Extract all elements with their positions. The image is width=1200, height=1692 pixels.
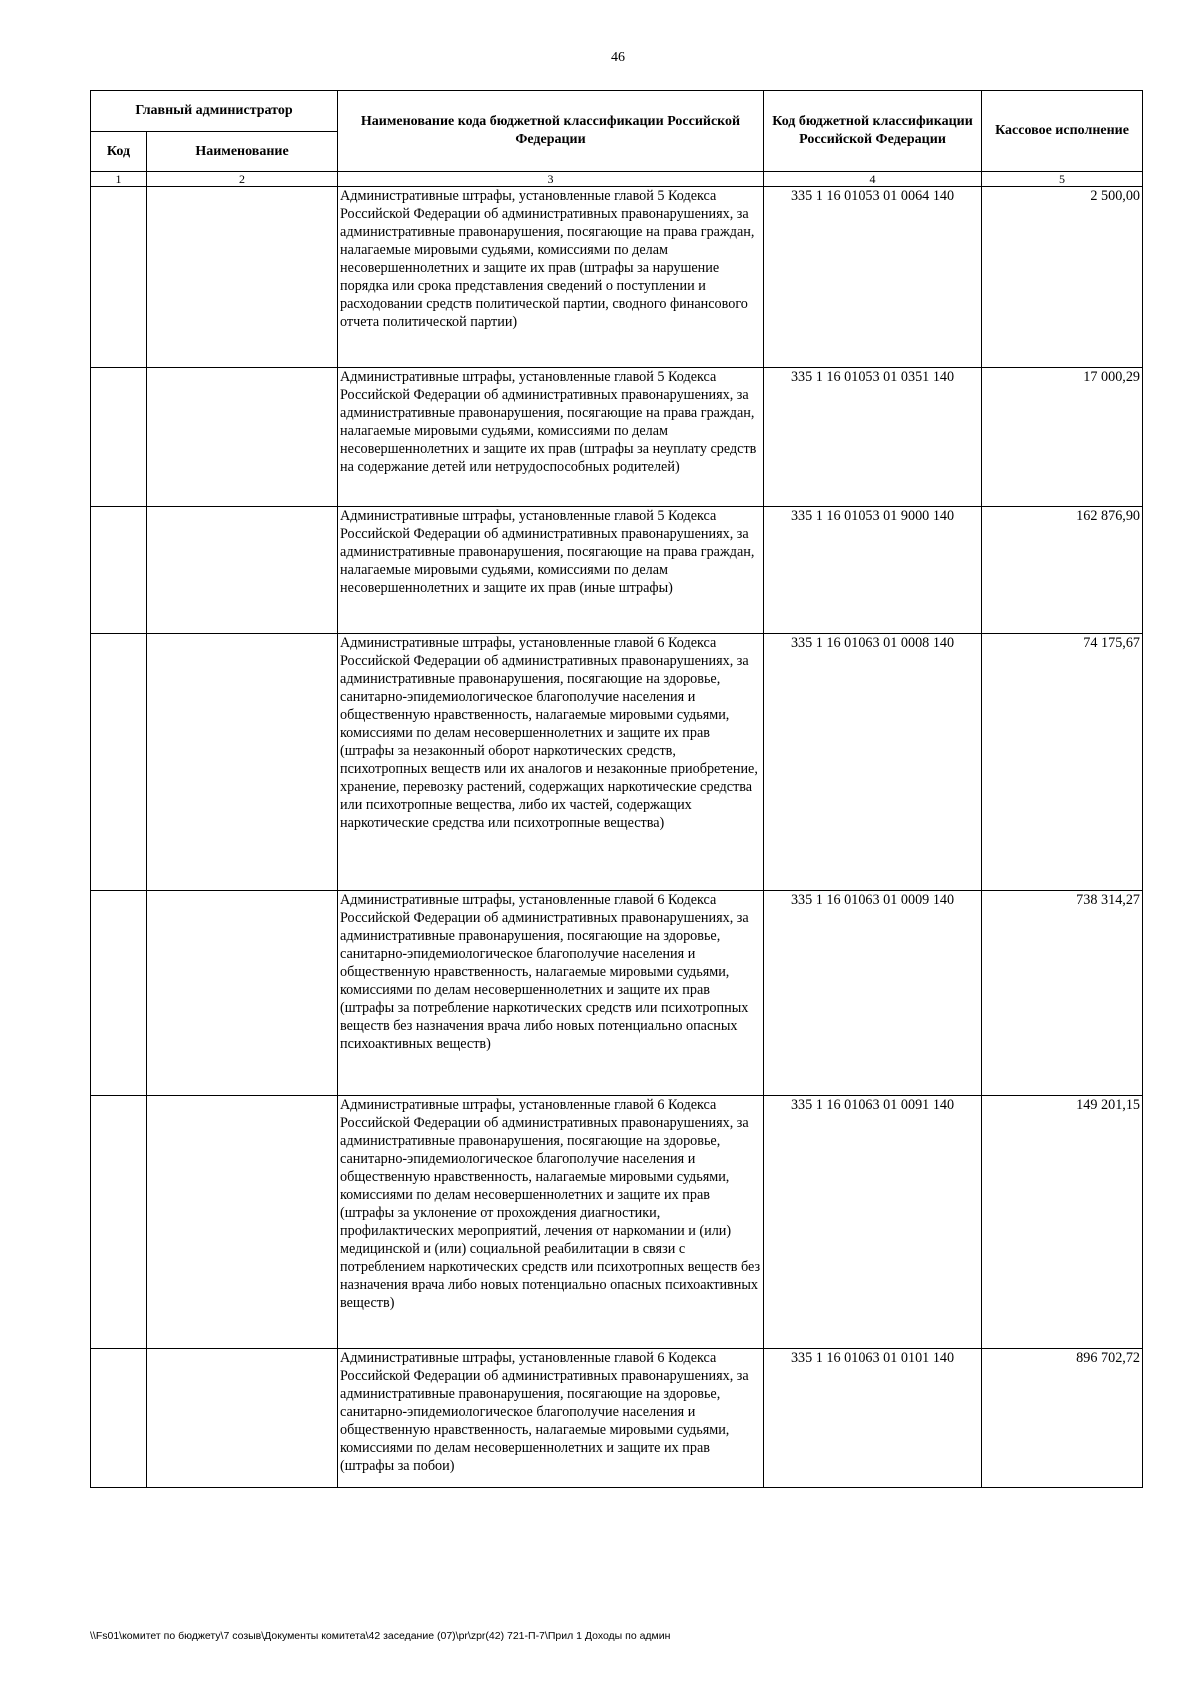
kbk-cell: 335 1 16 01053 01 0064 140	[764, 187, 982, 368]
table-row	[91, 507, 1143, 634]
header-classification-name: Наименование кода бюджетной классификации Российской Федерации	[338, 91, 764, 172]
column-number: 1	[91, 172, 147, 187]
admin-name-cell	[147, 1349, 338, 1488]
admin-code-cell	[91, 187, 147, 368]
amount-cell: 2 500,00	[982, 187, 1143, 368]
description-cell: Административные штрафы, установленные главой 6 Кодекса Российской Федерации об административных правонарушениях, за административные правонарушения, посягающие на здоровье, санитарно-эпидемиологическое благополучие населения и общественную нравственность, налагаемые мировыми судьями, комиссиями по делам несовершеннолетних и защите их прав (штрафы за потребление наркотических средств или психотропных веществ без назначения врача либо новых потенциально опасных психоактивных веществ)	[338, 891, 764, 1096]
admin-name-cell	[147, 634, 338, 891]
table-row	[91, 187, 1143, 368]
column-number: 5	[982, 172, 1143, 187]
kbk-cell: 335 1 16 01063 01 0009 140	[764, 891, 982, 1096]
kbk-cell: 335 1 16 01053 01 9000 140	[764, 507, 982, 634]
footer-file-path: \\Fs01\комитет по бюджету\7 созыв\Документы комитета\42 заседание (07)\pr\zpr(42) 721-П-7\Прил 1 Доходы по админ	[90, 1630, 671, 1642]
table-row	[91, 1096, 1143, 1349]
admin-code-cell	[91, 891, 147, 1096]
amount-cell: 738 314,27	[982, 891, 1143, 1096]
kbk-cell: 335 1 16 01063 01 0101 140	[764, 1349, 982, 1488]
table-row	[91, 1349, 1143, 1488]
description-cell: Административные штрафы, установленные главой 6 Кодекса Российской Федерации об административных правонарушениях, за административные правонарушения, посягающие на здоровье, санитарно-эпидемиологическое благополучие населения и общественную нравственность, налагаемые мировыми судьями, комиссиями по делам несовершеннолетних и защите их прав (штрафы за уклонение от прохождения диагностики, профилактических мероприятий, лечения от наркомании и (или) медицинской и (или) социальной реабилитации в связи с потреблением наркотических средств или психотропных веществ без назначения врача либо новых потенциально опасных психоактивных веществ)	[338, 1096, 764, 1349]
column-number: 4	[764, 172, 982, 187]
description-cell: Административные штрафы, установленные главой 5 Кодекса Российской Федерации об административных правонарушениях, за административные правонарушения, посягающие на права граждан, налагаемые мировыми судьями, комиссиями по делам несовершеннолетних и защите их прав (штрафы за нарушение порядка или срока представления сведений о поступлении и расходовании средств политической партии, сводного финансового отчета политической партии)	[338, 187, 764, 368]
amount-cell: 149 201,15	[982, 1096, 1143, 1349]
kbk-cell: 335 1 16 01063 01 0008 140	[764, 634, 982, 891]
admin-code-cell	[91, 634, 147, 891]
column-number: 3	[338, 172, 764, 187]
description-cell: Административные штрафы, установленные главой 5 Кодекса Российской Федерации об административных правонарушениях, за административные правонарушения, посягающие на права граждан, налагаемые мировыми судьями, комиссиями по делам несовершеннолетних и защите их прав (иные штрафы)	[338, 507, 764, 634]
kbk-cell: 335 1 16 01053 01 0351 140	[764, 368, 982, 507]
admin-code-cell	[91, 1096, 147, 1349]
budget-table	[90, 90, 1143, 1488]
header-classification-code: Код бюджетной классификации Российской Федерации	[764, 91, 982, 172]
admin-name-cell	[147, 891, 338, 1096]
amount-cell: 162 876,90	[982, 507, 1143, 634]
admin-name-cell	[147, 507, 338, 634]
header-name: Наименование	[147, 132, 338, 172]
page-number: 46	[611, 50, 625, 65]
admin-name-cell	[147, 187, 338, 368]
table-row	[91, 368, 1143, 507]
header-cash-execution: Кассовое исполнение	[982, 91, 1143, 172]
kbk-cell: 335 1 16 01063 01 0091 140	[764, 1096, 982, 1349]
description-cell: Административные штрафы, установленные главой 6 Кодекса Российской Федерации об административных правонарушениях, за административные правонарушения, посягающие на здоровье, санитарно-эпидемиологическое благополучие населения и общественную нравственность, налагаемые мировыми судьями, комиссиями по делам несовершеннолетних и защите их прав (штрафы за побои)	[338, 1349, 764, 1488]
description-cell: Административные штрафы, установленные главой 5 Кодекса Российской Федерации об административных правонарушениях, за административные правонарушения, посягающие на права граждан, налагаемые мировыми судьями, комиссиями по делам несовершеннолетних и защите их прав (штрафы за неуплату средств на содержание детей или нетрудоспособных родителей)	[338, 368, 764, 507]
header-main-admin: Главный администратор	[91, 91, 338, 132]
header-code: Код	[91, 132, 147, 172]
description-cell: Административные штрафы, установленные главой 6 Кодекса Российской Федерации об административных правонарушениях, за административные правонарушения, посягающие на здоровье, санитарно-эпидемиологическое благополучие населения и общественную нравственность, налагаемые мировыми судьями, комиссиями по делам несовершеннолетних и защите их прав (штрафы за незаконный оборот наркотических средств, психотропных веществ или их аналогов и незаконные приобретение, хранение, перевозку растений, содержащих наркотические средства или психотропные вещества, либо их частей, содержащих наркотические средства или психотропные вещества)	[338, 634, 764, 891]
column-numbers-row	[91, 172, 1143, 187]
table-row	[91, 634, 1143, 891]
admin-code-cell	[91, 1349, 147, 1488]
admin-name-cell	[147, 368, 338, 507]
amount-cell: 896 702,72	[982, 1349, 1143, 1488]
amount-cell: 74 175,67	[982, 634, 1143, 891]
admin-code-cell	[91, 507, 147, 634]
column-number: 2	[147, 172, 338, 187]
admin-name-cell	[147, 1096, 338, 1349]
amount-cell: 17 000,29	[982, 368, 1143, 507]
table-row	[91, 891, 1143, 1096]
admin-code-cell	[91, 368, 147, 507]
